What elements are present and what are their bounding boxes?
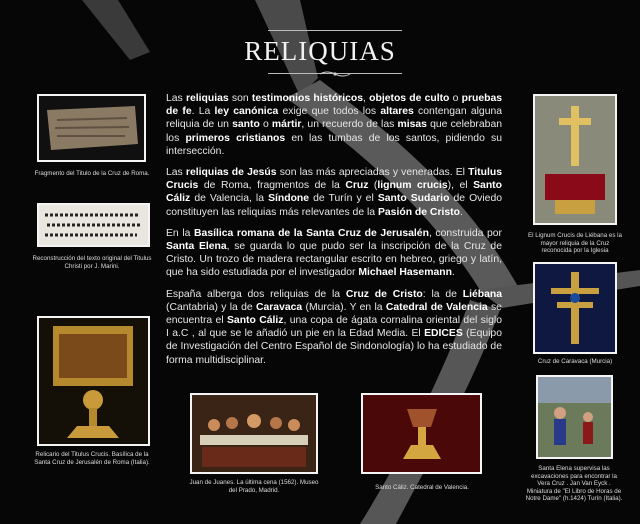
bold-term: Síndone [268,193,310,205]
text-run: , un recuerdo de las [301,119,398,131]
text-run: contengan alguna reliquia de un [166,106,503,131]
liebana-image [533,94,617,225]
bold-term: ley canónica [214,106,279,118]
text-run: de Valencia, la [190,193,269,205]
text-run: se encuentra el [166,301,502,327]
text-run: , se guarda lo que pudo ser la inscripción de la Cruz de Cristo. Un trozo de madera rectangular escrito en hebreo, griego y latín, que ha sido estudiada por el investigador [166,241,502,279]
text-run: , construida por [428,227,503,239]
text-run: que celebraban los [166,119,503,144]
lignum-crucis-icon [535,96,615,223]
bold-term: Caravaca [255,301,303,313]
text-run: : la de [422,288,463,300]
chalice-image [361,393,482,474]
text-run: de Turín y el [309,193,378,205]
text-run: ), el [447,180,474,192]
title-top-rule [268,30,402,31]
text-run: . [459,206,463,218]
caption-titulus-fragment: Fragmento del Titulo de la Cruz de Roma. [34,170,150,177]
bold-term: santo [232,119,260,131]
bold-term: Titulus Crucis [166,167,503,192]
reconstruction-image [37,203,150,247]
text-run: España alberga dos reliquias de la [166,288,346,300]
bold-term: mártir [271,119,302,131]
text-run: en las tumbas de los santos, pidiendo su intersección. [166,132,502,157]
paragraph-basilica [166,227,502,280]
inscription-icon [39,205,148,245]
bold-term: reliquias [185,93,229,104]
reliquary-image [37,316,150,446]
text-run: de Oviedo constituyen las reliquias más relevantes de la [166,193,502,218]
caption-santa-elena: Santa Elena supervisa las excavaciones para encontrar la Vera Cruz . Jan Van Eyck . Miniatura de "El Libro de Horas de Notre Dame" (h.1424) Turín (Italia). [525,465,623,503]
text-run: son [228,93,252,104]
text-run: , [363,93,370,104]
text-run: son las más apreciadas y veneradas. El [276,167,469,179]
chalice-icon [363,395,480,472]
text-run: , una copa de ágata cornalina oriental del siglo I a.C , al que se le añadió un pie en la Edad Media. El [166,315,503,340]
bold-term: testimonios históricos [251,93,364,104]
bold-term: Cruz [345,180,369,192]
bold-term: Santa Elena [166,241,227,253]
page-title: RELIQUIAS [244,36,396,66]
text-run: o [449,93,462,104]
text-run: . [451,267,455,279]
caption-last-supper: Juan de Juanes. La última cena (1562). Museo del Prado, Madrid. [189,479,319,494]
body-text [166,92,502,375]
bold-term: EDICES [424,328,463,340]
bold-term: Santo Cáliz [227,315,284,327]
bold-term: primeros cristianos [185,132,286,144]
bold-term: Liébana [462,288,503,300]
last-supper-image [190,393,318,474]
bold-term: Basílica romana de la Santa Cruz de Jerusalén [194,227,429,239]
ornament-icon [318,70,352,78]
bold-term: Santo Cáliz [166,180,502,205]
bold-term: altares [380,106,414,118]
bold-term: Pasión de Cristo [377,206,460,218]
paragraph-espana [166,288,502,367]
bold-term: misas [397,119,427,131]
caravaca-image [533,262,617,354]
caption-chalice: Santo Cáliz. Catedral de Valencia. [375,484,469,491]
caption-reliquary: Relicario del Titulus Crucis. Basílica de la Santa Cruz de Jerusalén de Roma (Italia). [34,451,150,466]
text-run: ( [368,180,378,192]
text-run: (Murcia). Y en la [302,301,386,313]
text-run: Las [166,167,186,179]
bold-term: Santo Sudario [377,193,450,205]
caption-liebana: El Lignum Crucis de Liébana es la mayor reliquia de la Cruz reconocida por la Iglesia [528,232,622,255]
reliquary-icon [39,318,148,444]
caption-caravaca: Cruz de Caravaca (Murcia) [537,358,613,365]
caravaca-cross-icon [535,264,615,352]
text-run: . La [191,106,215,118]
paragraph-reliquias-jesus [166,166,502,219]
text-run: Las [166,93,186,104]
santa-elena-image [536,375,613,459]
text-run: (Equipo de Investigación del Centro Español de Sindonología) lo ha estudiado de forma multidisciplinar. [166,328,502,366]
text-run: de Roma, fragmentos de la [198,180,346,192]
miniature-icon [538,377,611,457]
bold-term: objetos de culto [369,93,450,104]
bold-term: pruebas de fe [166,93,503,118]
bold-term: reliquias de Jesús [185,167,277,179]
titulus-fragment-image [37,94,146,162]
text-run: En la [166,227,195,239]
text-run: exige que todos los [278,106,381,118]
wood-fragment-icon [39,96,144,160]
bold-term: Catedral de Valencia [385,301,488,313]
paragraph-reliquias [166,92,502,158]
text-run: o [259,119,272,131]
bold-term: Cruz de Cristo [345,288,423,300]
caption-reconstruction: Reconstrucción del texto original del Titulus Christi por J. Marini. [32,255,152,270]
bold-term: Michael Hasemann [358,267,452,279]
text-run: (Cantabria) y la de [166,301,256,313]
bold-term: lignum crucis [377,180,448,192]
painting-icon [192,395,316,472]
